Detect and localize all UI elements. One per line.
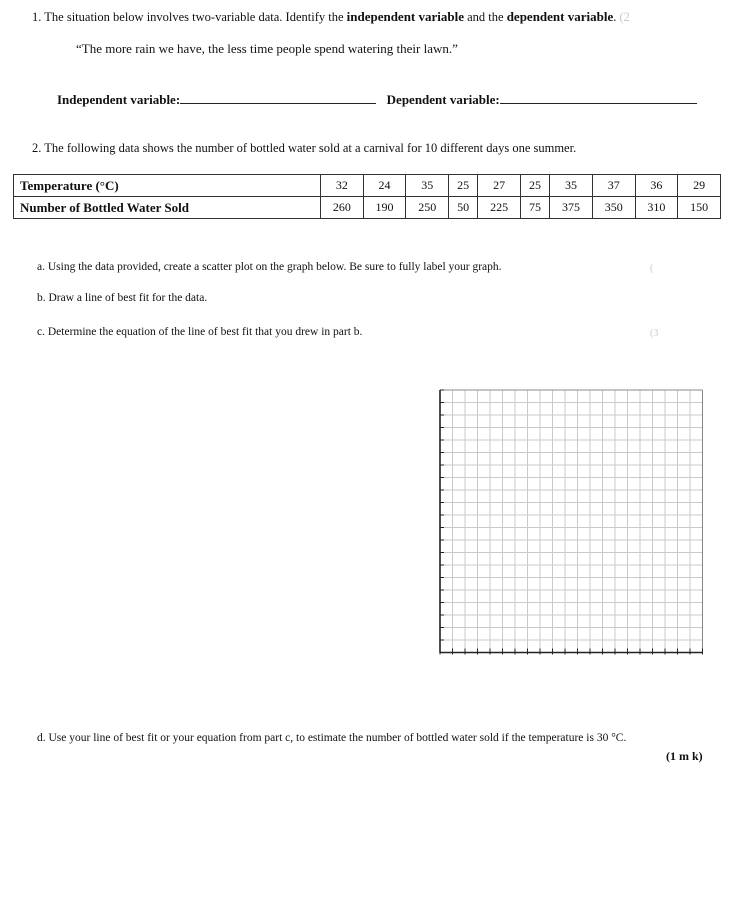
question-2-number: 2. — [32, 141, 42, 155]
grid-lines — [440, 390, 703, 653]
part-c-prompt: c. Determine the equation of the line of best fit that you drew in part b. — [37, 326, 363, 338]
bottles-cell: 225 — [478, 197, 521, 219]
independent-variable-blank[interactable] — [180, 91, 376, 104]
temperature-cell: 25 — [449, 175, 478, 197]
question-1-quote: “The more rain we have, the less time people spend watering their lawn.” — [76, 41, 458, 56]
part-a-mark: ( — [650, 263, 654, 274]
part-d-prompt: d. Use your line of best fit or your equation from part c, to estimate the number of bottled water sold if the temperature is 30 °C. — [37, 732, 627, 744]
temperature-cell: 36 — [635, 175, 678, 197]
part-c-mark: (3 — [650, 328, 659, 339]
temperature-header: Temperature (°C) — [14, 175, 321, 197]
question-2-prompt: 2. The following data shows the number of bottled water sold at a carnival for 10 different days one summer. — [32, 141, 577, 155]
data-table — [13, 174, 721, 219]
variable-answer-row — [57, 91, 697, 108]
part-a-prompt: a. Using the data provided, create a scatter plot on the graph below. Be sure to fully label your graph. — [37, 261, 502, 273]
graph-paper-grid[interactable] — [437, 387, 709, 659]
bottles-cell: 190 — [363, 197, 406, 219]
temperature-cell: 32 — [321, 175, 364, 197]
bottles-cell: 50 — [449, 197, 478, 219]
temperature-cell: 27 — [478, 175, 521, 197]
bottles-cell: 260 — [321, 197, 364, 219]
bottles-cell: 310 — [635, 197, 678, 219]
bottles-cell: 350 — [592, 197, 635, 219]
dependent-variable-blank[interactable] — [500, 91, 697, 104]
temperature-cell: 37 — [592, 175, 635, 197]
independent-variable-label: Independent variable: — [57, 92, 181, 107]
bottles-cell: 150 — [678, 197, 721, 219]
bottles-header: Number of Bottled Water Sold — [14, 197, 321, 219]
bottles-row — [14, 197, 721, 219]
question-1-mark: (2 — [619, 10, 630, 24]
question-1-prompt: 1. The situation below involves two-variable data. Identify the independent variable and the dependent variable. (2 — [32, 9, 630, 24]
bottles-cell: 75 — [520, 197, 549, 219]
temperature-cell: 35 — [550, 175, 593, 197]
dependent-variable-label: Dependent variable: — [386, 92, 500, 107]
temperature-cell: 35 — [406, 175, 449, 197]
temperature-cell: 24 — [363, 175, 406, 197]
part-d-mark: (1 m k) — [666, 749, 703, 763]
temperature-row — [14, 175, 721, 197]
bottles-cell: 375 — [550, 197, 593, 219]
question-1-number: 1. — [32, 10, 42, 24]
temperature-cell: 25 — [520, 175, 549, 197]
temperature-cell: 29 — [678, 175, 721, 197]
part-b-prompt: b. Draw a line of best fit for the data. — [37, 292, 208, 304]
bottles-cell: 250 — [406, 197, 449, 219]
